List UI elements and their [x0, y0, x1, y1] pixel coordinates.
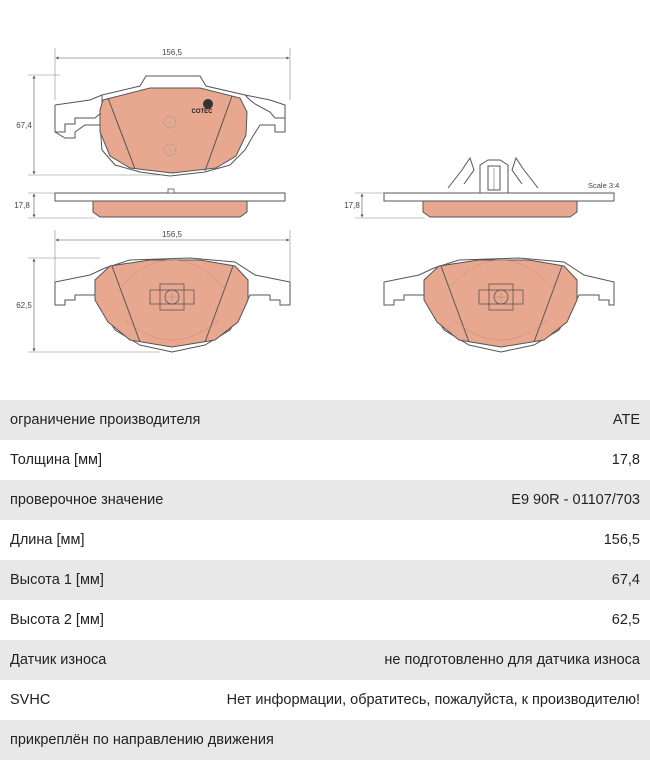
- svg-text:COTEC: COTEC: [191, 109, 213, 115]
- spec-value: 156,5: [603, 532, 640, 548]
- spec-value: E9 90R - 01107/703: [511, 492, 640, 508]
- brake-pad-bottom-right-view: [384, 258, 614, 352]
- dim-length-top-text: 156,5: [161, 48, 183, 57]
- spec-row-height-2: [0, 600, 650, 640]
- spring-clip-icon: [448, 158, 538, 193]
- spec-label: Высота 1 [мм]: [10, 572, 104, 588]
- dim-height-2-text: 62,5: [16, 301, 32, 310]
- spec-row-height-1: [0, 560, 650, 600]
- spec-label: Длина [мм]: [10, 532, 85, 548]
- dim-length-bottom-text: 156,5: [161, 230, 183, 239]
- scale-label: Scale 3:4: [588, 181, 620, 190]
- specifications-table: [0, 400, 650, 760]
- spec-row-thickness: [0, 440, 650, 480]
- spec-value: 17,8: [611, 452, 640, 468]
- spec-value: 62,5: [611, 612, 640, 628]
- spec-row-wear-sensor: [0, 640, 650, 680]
- spec-value: ATE: [612, 412, 640, 428]
- spec-value: Нет информации, обратитесь, пожалуйста, к производителю!: [226, 692, 640, 708]
- dim-thickness-left-text: 17,8: [14, 201, 30, 210]
- spec-label: прикреплён по направлению движения: [10, 732, 274, 748]
- spec-row-manufacturer-restriction: [0, 400, 650, 440]
- spec-row-mounting-direction: [0, 720, 650, 760]
- spec-label: проверочное значение: [10, 492, 164, 508]
- brake-pad-top-view: [55, 76, 285, 176]
- spec-label: SVHC: [10, 692, 51, 708]
- spec-value: не подготовленно для датчика износа: [384, 652, 640, 668]
- brake-pad-bottom-left-view: [55, 258, 290, 352]
- dim-height-1-text: 67,4: [16, 121, 32, 130]
- spec-label: Датчик износа: [10, 652, 107, 668]
- brake-pad-side-view-right: [344, 158, 619, 218]
- brake-pad-side-view-left: [55, 189, 285, 217]
- spec-label: ограничение производителя: [10, 412, 201, 428]
- spec-row-svhc: [0, 680, 650, 720]
- spec-value: 67,4: [611, 572, 640, 588]
- spec-row-length: [0, 520, 650, 560]
- dim-thickness-right-text: 17,8: [344, 201, 360, 210]
- spec-row-test-value: [0, 480, 650, 520]
- spec-label: Высота 2 [мм]: [10, 612, 104, 628]
- spec-label: Толщина [мм]: [10, 452, 103, 468]
